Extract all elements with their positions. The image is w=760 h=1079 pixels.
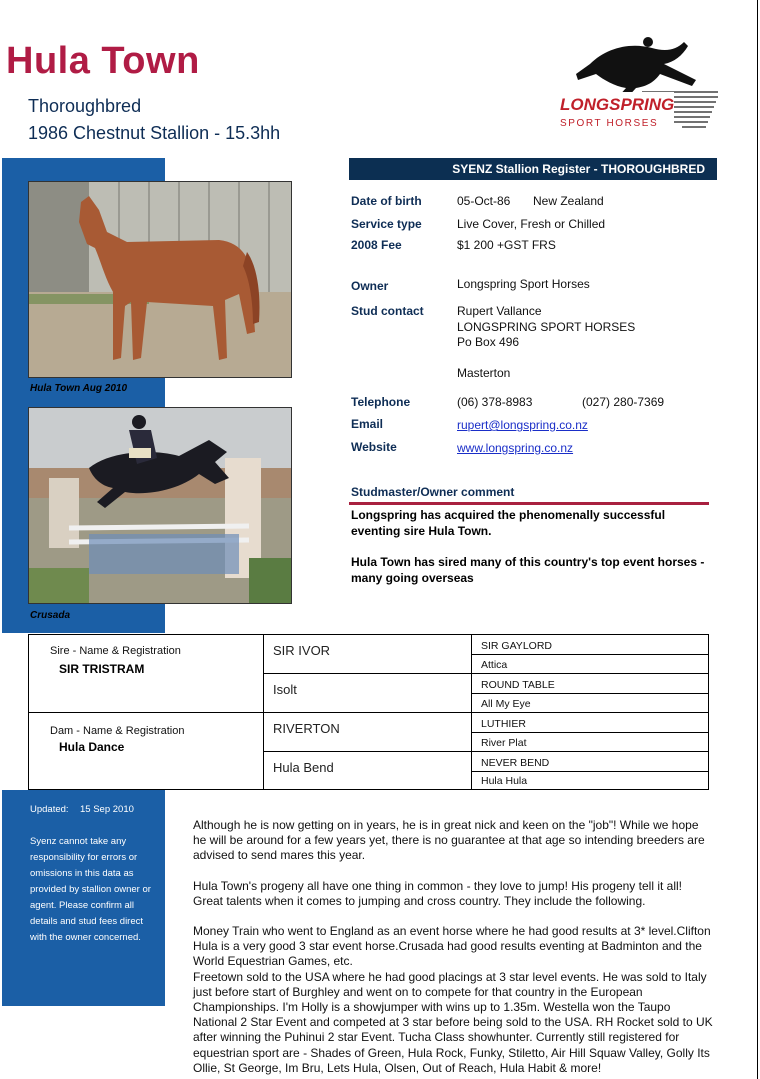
sire-name: SIR TRISTRAM bbox=[59, 662, 145, 676]
grandparent-3: RIVERTON bbox=[273, 721, 340, 736]
great-grandparent-1: SIR GAYLORD bbox=[481, 640, 552, 652]
ggp-box-7 bbox=[471, 751, 709, 772]
comment-text-1: Longspring has acquired the phenomenally successful eventing sire Hula Town. bbox=[351, 508, 666, 538]
photo-caption-1: Hula Town Aug 2010 bbox=[30, 383, 128, 394]
stud-contact-line-5: Masterton bbox=[457, 366, 511, 380]
grandparent-2: Isolt bbox=[273, 682, 297, 697]
disclaimer-line: responsibility for errors or bbox=[30, 852, 138, 863]
page-border bbox=[757, 0, 758, 1079]
comment-heading: Studmaster/Owner comment bbox=[351, 485, 515, 499]
longspring-logo bbox=[556, 34, 724, 134]
sire-label: Sire - Name & Registration bbox=[50, 645, 181, 657]
great-grandparent-5: LUTHIER bbox=[481, 718, 526, 730]
fee-label: 2008 Fee bbox=[351, 238, 402, 252]
telephone-1: (06) 378-8983 bbox=[457, 395, 533, 409]
ggp-box-4 bbox=[471, 693, 709, 713]
comment-text-2: Hula Town has sired many of this country's top event horses - many going overseas bbox=[351, 555, 705, 585]
email-link[interactable]: rupert@longspring.co.nz bbox=[457, 418, 588, 432]
great-grandparent-3: ROUND TABLE bbox=[481, 679, 555, 691]
great-grandparent-2: Attica bbox=[481, 659, 508, 671]
ggp-box-6 bbox=[471, 732, 709, 752]
dob-value: 05-Oct-86 bbox=[457, 194, 511, 208]
great-grandparent-8: Hula Hula bbox=[481, 775, 528, 787]
stud-contact-line-3: Po Box 496 bbox=[457, 335, 520, 349]
granddam-box-1 bbox=[263, 673, 472, 713]
dam-label: Dam - Name & Registration bbox=[50, 725, 185, 737]
service-type-value: Live Cover, Fresh or Chilled bbox=[457, 217, 606, 231]
email-label: Email bbox=[351, 417, 384, 431]
updated-date: 15 Sep 2010 bbox=[80, 804, 134, 815]
dam-box bbox=[28, 712, 264, 790]
description-paragraph-2: Hula Town's progeny all have one thing in common - they love to jump! His progeny tell it all! Great talents when it comes to jumping and cross country. They include the following. bbox=[193, 878, 682, 908]
owner-value: Longspring Sport Horses bbox=[457, 277, 590, 291]
description-body bbox=[193, 818, 713, 1076]
updated-label: Updated: bbox=[30, 804, 69, 815]
website-link[interactable]: www.longspring.co.nz bbox=[457, 441, 574, 455]
disclaimer-line: agent. Please confirm all bbox=[30, 900, 135, 911]
photo-hula-town bbox=[28, 181, 292, 378]
ggp-box-1 bbox=[471, 634, 709, 655]
grandparent-4: Hula Bend bbox=[273, 760, 334, 775]
photo-crusada bbox=[28, 407, 292, 604]
owner-label: Owner bbox=[351, 279, 389, 293]
great-grandparent-7: NEVER BEND bbox=[481, 757, 550, 769]
service-type-label: Service type bbox=[351, 217, 422, 231]
website-label: Website bbox=[351, 440, 397, 454]
description-paragraph-4: Freetown sold to the USA where he had good placings at 3 star level events. He was sold to Italy just before start of Burghley and went on to compete for that country in the European Championships. I'm Holly is a showjumper with wins up to 1.35m. Westella won the Taupo National 2 Star Event and competed at 3 star before being sold to the USA. RH Rocket sold to UK after winning the Puhinui 2 star Event. Tucha Class showhunter. Currently still registered for equestrian sport are - Shades of Green, Hula Rock, Funky, Stiletto, Air Hill Squaw Valley, Golly Its Ollie, St George, Im Bru, Lets Hula, Olsen, Out of Reach, Hula Habit & more! bbox=[193, 969, 713, 1075]
country-value: New Zealand bbox=[533, 194, 604, 208]
register-header: SYENZ Stallion Register - THOROUGHBRED bbox=[349, 158, 717, 180]
dob-label: Date of birth bbox=[351, 194, 422, 208]
ggp-box-2 bbox=[471, 654, 709, 674]
logo-text-1: LONGSPRING bbox=[560, 95, 675, 114]
ggp-box-3 bbox=[471, 673, 709, 694]
ggp-box-5 bbox=[471, 712, 709, 733]
telephone-label: Telephone bbox=[351, 395, 411, 409]
great-grandparent-4: All My Eye bbox=[481, 698, 531, 710]
comment-divider bbox=[349, 502, 709, 505]
fee-value: $1 200 +GST FRS bbox=[457, 238, 556, 252]
granddam-box-2 bbox=[263, 751, 472, 790]
disclaimer-line: details and stud fees direct bbox=[30, 916, 144, 927]
disclaimer bbox=[30, 834, 162, 946]
telephone-2: (027) 280-7369 bbox=[582, 395, 665, 409]
disclaimer-line: Syenz cannot take any bbox=[30, 836, 127, 847]
photo-caption-2: Crusada bbox=[30, 610, 71, 621]
ggp-box-8 bbox=[471, 771, 709, 790]
page-title: Hula Town bbox=[6, 40, 200, 82]
dam-name: Hula Dance bbox=[59, 740, 125, 754]
disclaimer-line: omissions in this data as bbox=[30, 868, 134, 879]
stud-contact-line-2: LONGSPRING SPORT HORSES bbox=[457, 320, 636, 334]
great-grandparent-6: River Plat bbox=[481, 737, 527, 749]
grandsire-box-1 bbox=[263, 634, 472, 674]
logo-text-2: SPORT HORSES bbox=[560, 118, 659, 129]
disclaimer-line: provided by stallion owner or bbox=[30, 884, 151, 895]
disclaimer-line: with the owner concerned. bbox=[30, 932, 141, 943]
breed: Thoroughbred bbox=[28, 96, 142, 116]
sire-box bbox=[28, 634, 264, 713]
stud-contact-label: Stud contact bbox=[351, 304, 424, 318]
description-paragraph-3: Money Train who went to England as an event horse where he had good results at 3* level.Clifton Hula is a very good 3 star event horse.Crusada had good results eventing at Badminton and the World Equestrian Games, etc. bbox=[193, 924, 711, 969]
description-paragraph-1: Although he is now getting on in years, he is in great nick and keen on the "job"! While we hope he will be around for a few years yet, there is no guarantee at that age so intending breeders are advised to send mares this year. bbox=[193, 818, 705, 863]
grandparent-1: SIR IVOR bbox=[273, 643, 331, 658]
horse-description: 1986 Chestnut Stallion - 15.3hh bbox=[28, 123, 281, 143]
grandsire-box-2 bbox=[263, 712, 472, 752]
stud-contact-line-1: Rupert Vallance bbox=[457, 304, 542, 318]
